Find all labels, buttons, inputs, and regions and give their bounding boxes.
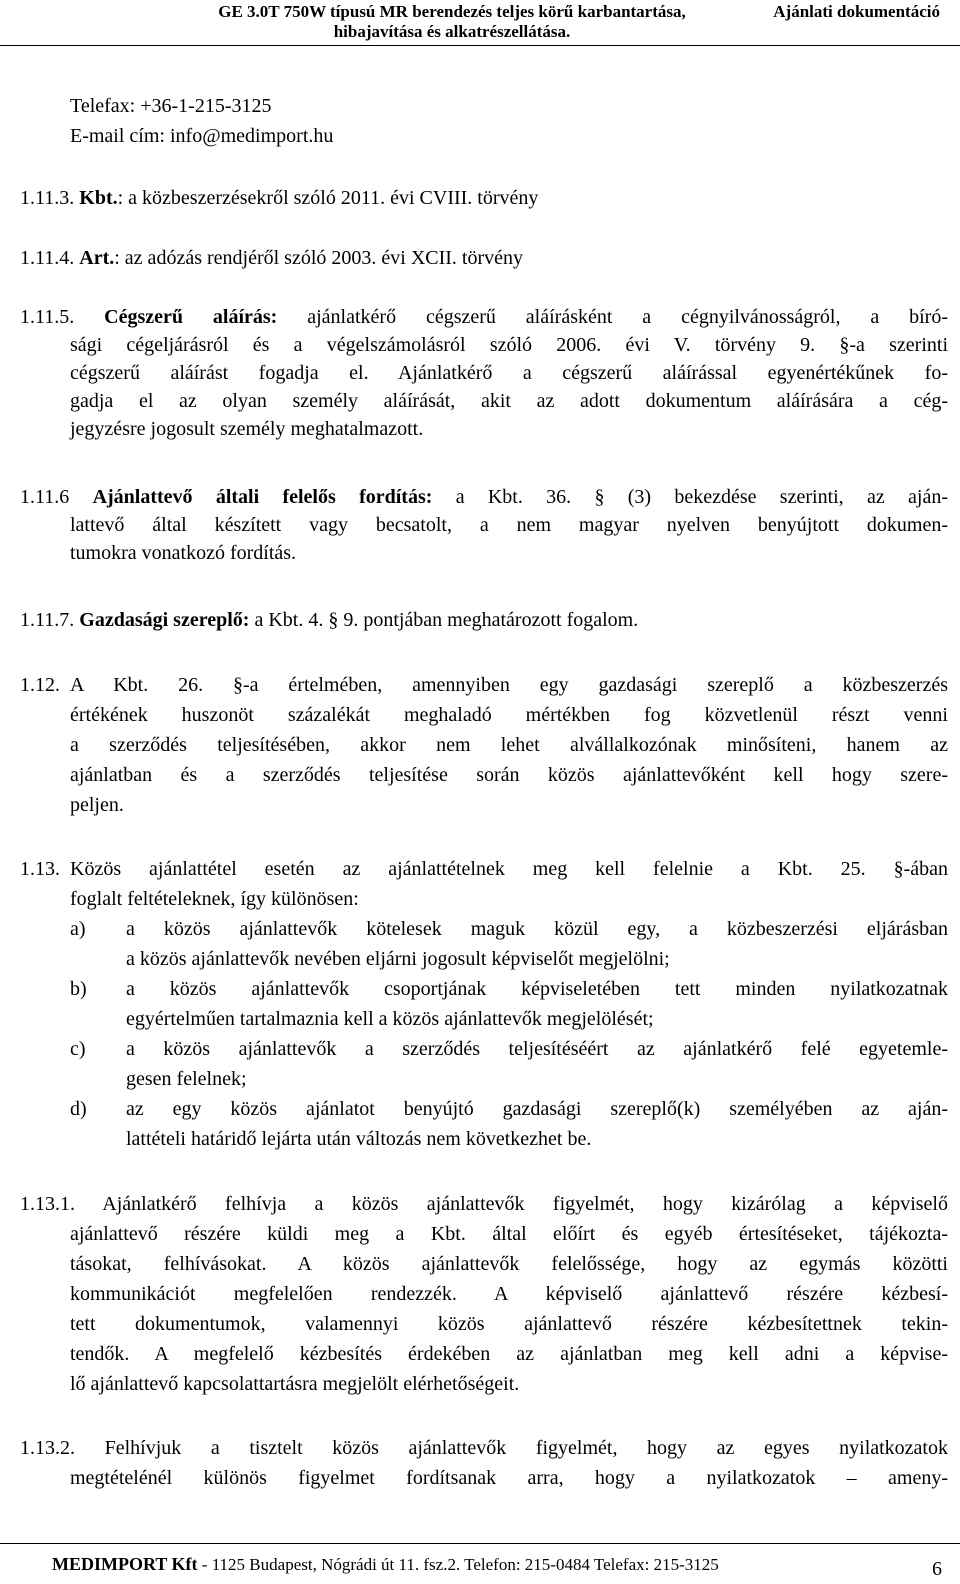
paragraph-line: ajánlattevő részére küldi meg a Kbt. által előírt és egyéb értesítéseket, tájékozta- (70, 1223, 948, 1245)
paragraph-line: megtételénél különös figyelmet fordítsanak arra, hogy a nyilatkozatok – ameny- (70, 1467, 948, 1489)
paragraph-line: Közös ajánlattétel esetén az ajánlattételnek meg kell felelnie a Kbt. 25. §-ában (70, 858, 948, 880)
list-marker: b) (70, 978, 87, 1000)
list-item-line: a közös ajánlattevők kötelesek maguk közül egy, a közbeszerzési eljárásban (126, 918, 948, 940)
paragraph-text: Felhívjuk a tisztelt közös ajánlattevők figyelmét, hogy az egyes nyilatkozatok (104, 1437, 948, 1459)
term: Gazdasági szereplő: (79, 609, 250, 631)
page-footer (0, 1543, 960, 1584)
section-number: 1.11.4. (20, 247, 75, 269)
company-name: MEDIMPORT Kft (52, 1554, 198, 1574)
paragraph-line: tett dokumentumok, valamennyi közös ajánlattevő részére kézbesítettnek tekin- (70, 1313, 948, 1335)
page-number: 6 (932, 1558, 942, 1580)
section-number: 1.13.2. (20, 1437, 75, 1459)
definition-art (20, 244, 523, 272)
definition-kbt (20, 184, 538, 212)
paragraph-line: a szerződés teljesítésében, akkor nem lehet alvállalkozónak minősíteni, hanem az (70, 734, 948, 756)
paragraph-line: értékének huszonöt százalékát meghaladó mértékben fog közvetlenül részt venni (70, 704, 948, 726)
list-item-line: a közös ajánlattevők a szerződés teljesítéséért az ajánlatkérő felé egyetemle- (126, 1038, 948, 1060)
paragraph-line: A Kbt. 26. §-a értelmében, amennyiben egy gazdasági szereplő a közbeszerzés (70, 674, 948, 696)
paragraph-text: Ajánlatkérő felhívja a közös ajánlattevők figyelmét, hogy kizárólag a képviselő (102, 1193, 948, 1215)
paragraph-line: cégszerű aláírást fogadja el. Ajánlatkérő a cégszerű aláírással egyenértékűnek fo- (70, 362, 948, 384)
paragraph-line: lő ajánlattevő kapcsolattartásra megjelölt elérhetőségeit. (70, 1373, 520, 1395)
list-item-line: a közös ajánlattevők csoportjának képviseletében tett minden nyilatkozatnak (126, 978, 948, 1000)
section-number: 1.11.7. (20, 609, 75, 631)
list-marker: a) (70, 918, 86, 940)
page-header (0, 0, 960, 46)
section-number: 1.13. (20, 858, 60, 880)
list-marker: d) (70, 1098, 87, 1120)
document-type: Ajánlati dokumentáció (773, 2, 940, 21)
paragraph-line: jegyzésre jogosult személy meghatalmazott. (70, 418, 424, 440)
paragraph-line: foglalt feltételeknek, így különösen: (70, 888, 359, 910)
term: Ajánlattevő általi felelős fordítás: (92, 486, 433, 508)
definition-text: ajánlatkérő cégszerű aláírásként a cégnyilvánosságról, a bíró- (307, 306, 949, 328)
telefax-line: Telefax: +36-1-215-3125 (70, 95, 272, 117)
paragraph-line: tásokat, felhívásokat. A közös ajánlattevők felelőssége, hogy az egymás közötti (70, 1253, 948, 1275)
definition-text: a Kbt. 4. § 9. pontjában meghatározott fogalom. (254, 609, 639, 631)
paragraph-line: tumokra vonatkozó fordítás. (70, 542, 297, 564)
paragraph-line: gadja el az olyan személy aláírását, akit az adott dokumentum aláírására a cég- (70, 390, 948, 412)
definition-text: : a közbeszerzésekről szóló 2011. évi CVIII. törvény (117, 187, 539, 209)
definition-gazdasagi-szereplo (20, 606, 638, 634)
document-title-line1: GE 3.0T 750W típusú MR berendezés teljes körű karbantartása, (218, 2, 686, 21)
company-address: - 1125 Budapest, Nógrádi út 11. fsz.2. Telefon: 215-0484 Telefax: 215-3125 (197, 1555, 719, 1574)
paragraph-line (20, 483, 948, 511)
paragraph-line: lattevő által készített vagy becsatolt, a nem magyar nyelven benyújtott dokumen- (70, 514, 948, 536)
document-title-line2: hibajavítása és alkatrészellátása. (333, 22, 571, 41)
paragraph-line (20, 303, 948, 331)
paragraph-line: sági cégeljárásról és a végelszámolásról szóló 2006. évi V. törvény 9. §-a szerinti (70, 334, 948, 356)
paragraph-line: kommunikációt megfelelően rendezzék. A képviselő ajánlattevő részére kézbesí- (70, 1283, 948, 1305)
list-item-line: egyértelműen tartalmaznia kell a közös ajánlattevők megjelölését; (126, 1008, 654, 1030)
paragraph-line: ajánlatban és a szerződés teljesítése során közös ajánlattevőként kell hogy szere- (70, 764, 948, 786)
document-title (132, 0, 772, 42)
definition-text: : az adózás rendjéről szóló 2003. évi XCII. törvény (114, 247, 524, 269)
term: Kbt. (79, 187, 118, 209)
list-item-line: gesen felelnek; (126, 1068, 247, 1090)
section-number: 1.11.5. (20, 306, 75, 328)
paragraph-line (20, 1434, 948, 1462)
section-number: 1.13.1. (20, 1193, 75, 1215)
paragraph-line: tendők. A megfelelő kézbesítés érdekében az ajánlatban meg kell adni a képvise- (70, 1343, 948, 1365)
email-line: E-mail cím: info@medimport.hu (70, 125, 334, 147)
list-item-line: a közös ajánlattevők nevében eljárni jogosult képviselőt megjelölni; (126, 948, 670, 970)
section-number: 1.12. (20, 674, 60, 696)
list-marker: c) (70, 1038, 86, 1060)
section-number: 1.11.3. (20, 187, 75, 209)
term: Art. (79, 247, 115, 269)
list-item-line: lattételi határidő lejárta után változás nem következhet be. (126, 1128, 592, 1150)
list-item-line: az egy közös ajánlatot benyújtó gazdasági szereplő(k) személyében az aján- (126, 1098, 948, 1120)
footer-contact (52, 1554, 719, 1575)
section-number: 1.11.6 (20, 486, 70, 508)
paragraph-line: peljen. (70, 794, 124, 816)
term: Cégszerű aláírás: (104, 306, 278, 328)
definition-text: a Kbt. 36. § (3) bekezdése szerinti, az aján- (455, 486, 948, 508)
paragraph-line (20, 1190, 948, 1218)
